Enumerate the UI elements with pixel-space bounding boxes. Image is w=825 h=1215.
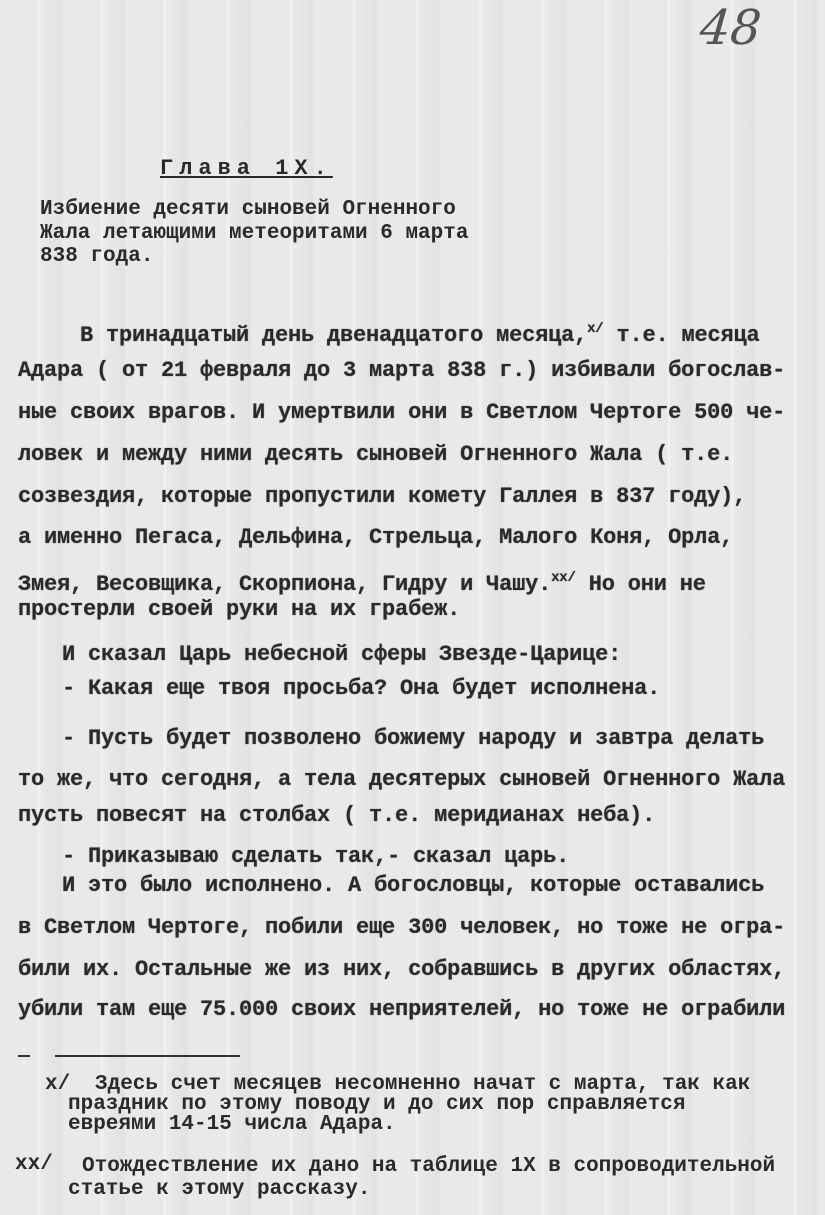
body-line: простерли своей руки на их грабеж. bbox=[18, 597, 461, 622]
body-line: в Светлом Чертоге, побили еще 300 человек, но тоже не огра- bbox=[18, 915, 786, 940]
footnote-divider bbox=[55, 1055, 240, 1057]
handwritten-page-number: 48 bbox=[697, 0, 764, 56]
body-line: - Приказываю сделать так,- сказал царь. bbox=[62, 844, 570, 869]
body-line bbox=[80, 316, 760, 349]
body-line: созвездия, которые пропустили комету Галлея в 837 году), bbox=[18, 484, 747, 509]
body-line: И сказал Царь небесной сферы Звезде-Царице: bbox=[62, 642, 622, 667]
body-line: Адара ( от 21 февраля до 3 марта 838 г.) избивали богослав- bbox=[18, 358, 786, 383]
footnote-line: статье к этому рассказу. bbox=[68, 1178, 371, 1201]
footnote-line: Отождествление их дано на таблице 1Х в сопроводительной bbox=[82, 1155, 776, 1178]
footnote-ref: x/ bbox=[587, 321, 604, 337]
subtitle-line: 838 года. bbox=[40, 245, 154, 268]
body-text: Но они не bbox=[575, 572, 706, 597]
chapter-title: Глава 1Х. bbox=[160, 156, 333, 181]
body-line: убили там еще 75.000 своих неприятелей, но тоже не ограбили bbox=[18, 997, 786, 1022]
body-line: а именно Пегаса, Дельфина, Стрельца, Малого Коня, Орла, bbox=[18, 525, 734, 550]
body-line: то же, что сегодня, а тела десятерых сыновей Огненного Жала bbox=[18, 767, 786, 792]
body-line: ные своих врагов. И умертвили они в Светлом Чертоге 500 че- bbox=[18, 400, 786, 425]
footnote-mark: xx/ bbox=[15, 1153, 53, 1176]
subtitle-line: Избиение десяти сыновей Огненного bbox=[40, 198, 456, 221]
footnote-dash bbox=[18, 1055, 30, 1057]
body-text: В тринадцатый день двенадцатого месяца, bbox=[80, 323, 588, 348]
body-line: - Какая еще твоя просьба? Она будет исполнена. bbox=[62, 676, 661, 701]
body-line: И это было исполнено. А богословцы, которые оставались bbox=[62, 873, 765, 898]
footnote-ref: xx/ bbox=[551, 570, 576, 586]
footnote-line: евреями 14-15 числа Адара. bbox=[68, 1113, 396, 1136]
body-text: т.е. месяца bbox=[603, 323, 760, 348]
footnote-line: Здесь счет месяцев несомненно начат с марта, так как bbox=[95, 1073, 751, 1096]
body-line bbox=[18, 565, 706, 598]
body-line: пусть повесят на столбах ( т.е. меридианах неба). bbox=[18, 803, 656, 828]
body-line: - Пусть будет позволено божиему народу и завтра делать bbox=[62, 726, 765, 751]
body-line: били их. Остальные же из них, собравшись в других областях, bbox=[18, 957, 786, 982]
body-text: Змея, Весовщика, Скорпиона, Гидру и Чашу. bbox=[18, 572, 552, 597]
footnote-line: праздник по этому поводу и до сих пор справляется bbox=[68, 1093, 686, 1116]
body-line: ловек и между ними десять сыновей Огненного Жала ( т.е. bbox=[18, 442, 734, 467]
footnote-mark: x/ bbox=[45, 1073, 71, 1096]
subtitle-line: Жала летающими метеоритами 6 марта bbox=[40, 222, 469, 245]
